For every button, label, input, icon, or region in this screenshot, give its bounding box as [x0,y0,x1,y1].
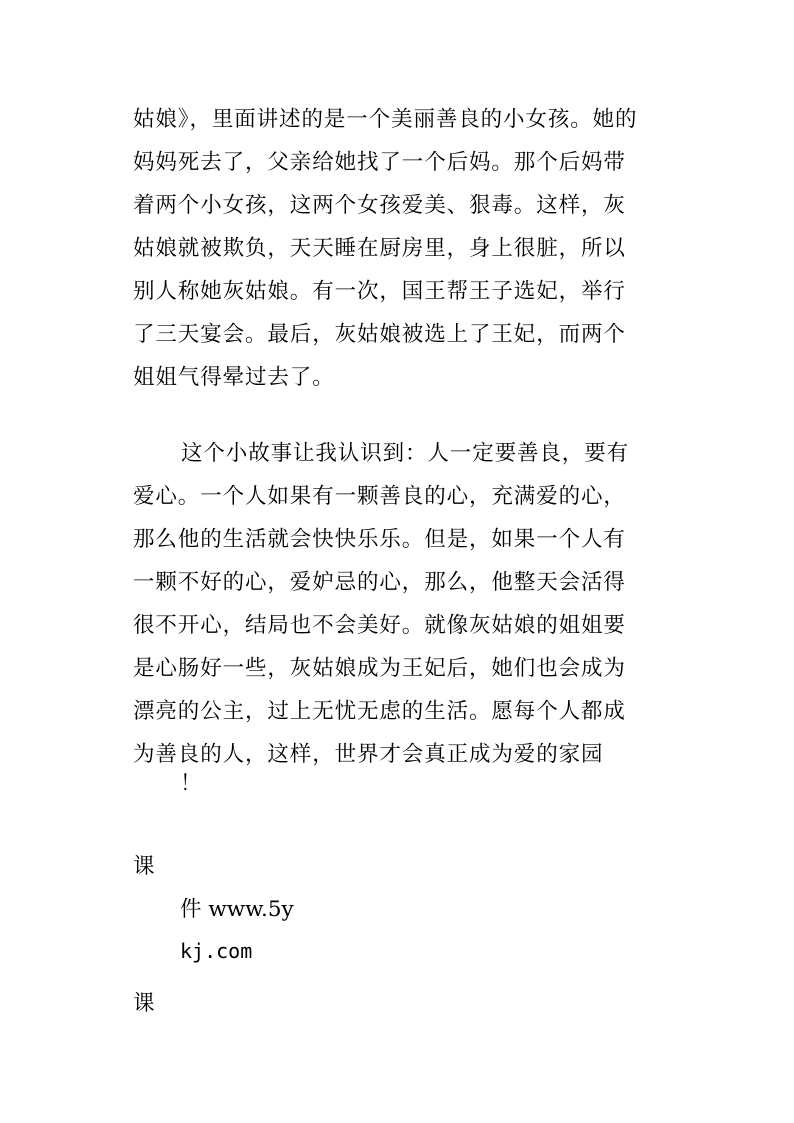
paragraph-line: 着两个小女孩，这两个女孩爱美、狠毒。这样，灰 [133,193,626,218]
paragraph-line: 为善良的人，这样，世界才会真正成为爱的家园 [133,742,604,767]
paragraph-2 [133,432,673,776]
footer-fragment-url: 件 www.5y [180,897,294,922]
footer-fragment-ke: 课 [133,854,155,879]
paragraph-line: 妈妈死去了，父亲给她找了一个后妈。那个后妈带 [133,150,626,175]
footer-fragment-ke: 课 [133,991,155,1016]
paragraph-line: 那么他的生活就会快快乐乐。但是，如果一个人有 [133,527,626,552]
paragraph-line: 姑娘》，里面讲述的是一个美丽善良的小女孩。她的 [133,107,638,132]
paragraph-line: 姑娘就被欺负，天天睡在厨房里，身上很脏，所以 [133,236,626,261]
paragraph-line: 别人称她灰姑娘。有一次，国王帮王子选妃，举行 [133,279,626,304]
exclamation-mark: ！ [180,771,202,796]
footer-fragment-domain: kj.com [180,939,253,963]
paragraph-line: 这个小故事让我认识到：人一定要善良，要有 [181,441,630,466]
paragraph-line: 很不开心，结局也不会美好。就像灰姑娘的姐姐要 [133,613,626,638]
paragraph-line: 是心肠好一些，灰姑娘成为王妃后，她们也会成为 [133,656,626,681]
paragraph-1 [133,98,673,399]
paragraph-line: 一颗不好的心，爱妒忌的心，那么，他整天会活得 [133,570,626,595]
paragraph-line: 姐姐气得晕过去了。 [133,365,335,390]
paragraph-line: 漂亮的公主，过上无忧无虑的生活。愿每个人都成 [133,699,626,724]
paragraph-line: 爱心。一个人如果有一颗善良的心，充满爱的心， [133,484,626,509]
paragraph-line: 了三天宴会。最后，灰姑娘被选上了王妃，而两个 [133,322,626,347]
